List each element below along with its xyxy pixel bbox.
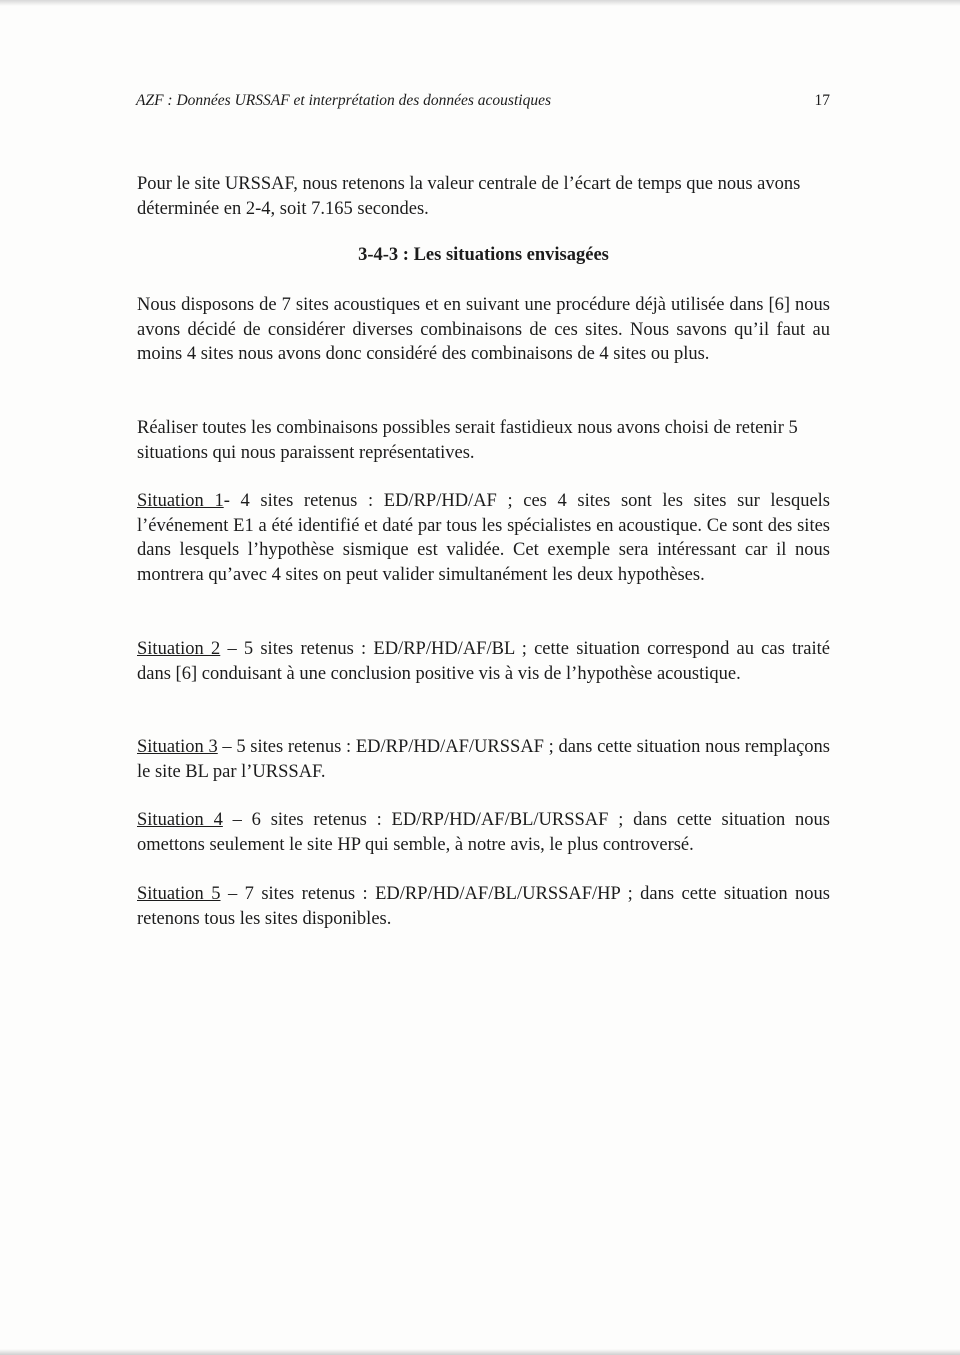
page-number: 17 [814,92,830,109]
situation-3-text: – 5 sites retenus : ED/RP/HD/AF/URSSAF ; dans cette situation nous remplaçons le site BL par l’URSSAF. [137,737,830,782]
paragraph-combinations: Réaliser toutes les combinaisons possibles serait fastidieux nous avons choisi de retenir 5 situations qui nous paraissent représentatives. [137,418,798,463]
situation-5 [137,882,830,931]
situation-3 [137,735,830,784]
situation-2-text: – 5 sites retenus : ED/RP/HD/AF/BL ; cette situation correspond au cas traité dans [6] conduisant à une conclusion positive vis à vis de l’hypothèse acoustique. [137,639,830,684]
situation-2 [137,637,830,686]
intro-paragraph: Pour le site URSSAF, nous retenons la valeur centrale de l’écart de temps que nous avons déterminée en 2-4, soit 7.165 secondes. [137,174,801,219]
situation-4-label: Situation 4 [137,810,223,830]
paragraph-sites: Nous disposons de 7 sites acoustiques et en suivant une procédure déjà utilisée dans [6] nous avons décidé de considérer diverses combinaisons de ces sites. Nous savons qu’il faut au moins 4 sites nous avons donc considéré des combinaisons de 4 sites ou plus. [137,295,830,364]
header-title: AZF : Données URSSAF et interprétation des données acoustiques [136,92,551,109]
page-header [136,92,830,114]
situation-1 [137,489,830,587]
section-heading: 3-4-3 : Les situations envisagées [358,245,609,265]
situation-5-text: – 7 sites retenus : ED/RP/HD/AF/BL/URSSAF/HP ; dans cette situation nous retenons tous les sites disponibles. [137,884,830,929]
scan-edge-bottom [0,1349,960,1355]
situation-2-label: Situation 2 [137,639,221,659]
situation-1-text: - 4 sites retenus : ED/RP/HD/AF ; ces 4 sites sont les sites sur lesquels l’événement E1 a été identifié et daté par tous les spécialistes en acoustique. Ce sont des sites dans lesquels l’hypothèse sismique est validée. Cet exemple sera intéressant car il nous montrera qu’avec 4 sites on peut valider simultanément les deux hypothèses. [137,491,830,585]
situation-4-text: – 6 sites retenus : ED/RP/HD/AF/BL/URSSAF ; dans cette situation nous omettons seulement le site HP qui semble, à notre avis, le plus controversé. [137,810,831,855]
situation-1-label: Situation 1 [137,491,224,511]
scan-edge-top [0,0,960,6]
situation-3-label: Situation 3 [137,737,218,757]
situation-5-label: Situation 5 [137,884,221,904]
situation-4 [137,808,830,857]
